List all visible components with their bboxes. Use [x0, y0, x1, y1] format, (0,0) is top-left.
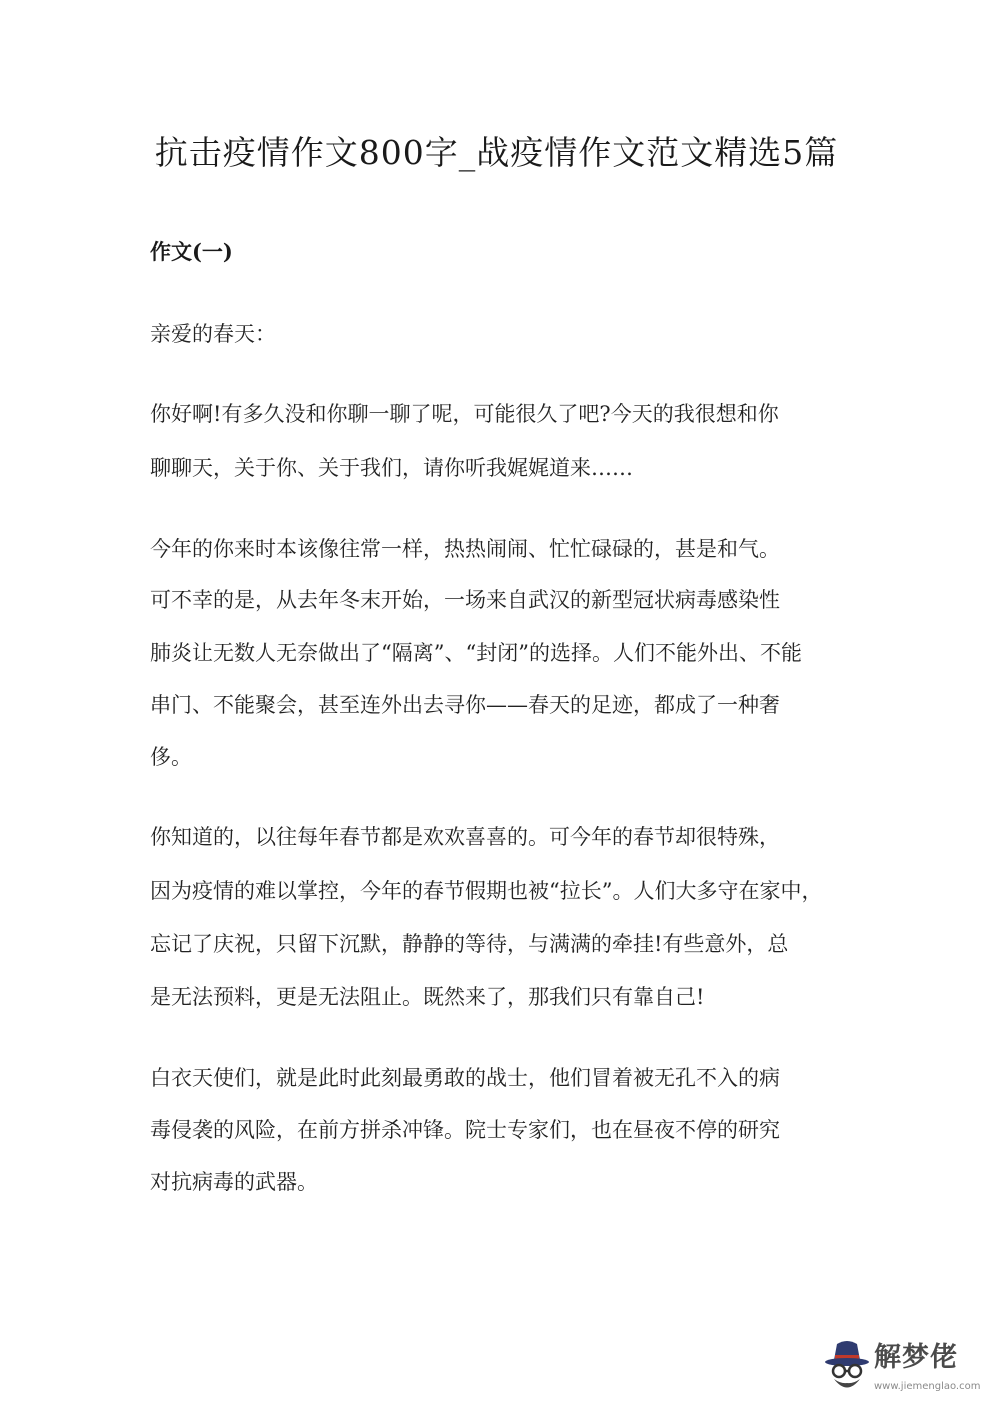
salutation-line: 亲爱的春天： [150, 322, 276, 346]
paragraph-line: 侈。 [150, 745, 192, 769]
section-heading: 作文(一) [150, 239, 233, 264]
paragraph-line: 因为疫情的难以掌控，今年的春节假期也被“拉长”。人们大多守在家中， [150, 879, 823, 903]
paragraph-line: 你知道的，以往每年春节都是欢欢喜喜的。可今年的春节却很特殊， [150, 825, 780, 849]
page-title: 抗击疫情作文800字_战疫情作文范文精选5篇 [154, 133, 839, 172]
paragraph-line: 你好啊!有多久没和你聊一聊了呢，可能很久了吧?今天的我很想和你 [150, 402, 779, 426]
paragraph-line: 今年的你来时本该像往常一样，热热闹闹、忙忙碌碌的，甚是和气。 [150, 537, 780, 561]
paragraph-line: 可不幸的是，从去年冬末开始，一场来自武汉的新型冠状病毒感染性 [150, 588, 780, 612]
watermark-site-name: 解梦佬 [874, 1342, 958, 1373]
site-watermark [824, 1338, 981, 1398]
paragraph-line: 对抗病毒的武器。 [150, 1170, 318, 1194]
paragraph-line: 肺炎让无数人无奈做出了“隔离”、“封闭”的选择。人们不能外出、不能 [150, 641, 802, 665]
paragraph-line: 聊聊天，关于你、关于我们，请你听我娓娓道来…… [150, 456, 633, 480]
paragraph-line: 是无法预料，更是无法阻止。既然来了，那我们只有靠自己! [150, 985, 705, 1009]
paragraph-line: 忘记了庆祝，只留下沉默，静静的等待，与满满的牵挂!有些意外，总 [150, 932, 789, 956]
paragraph-line: 白衣天使们，就是此时此刻最勇敢的战士，他们冒着被无孔不入的病 [150, 1066, 780, 1090]
detective-hat-glasses-icon [824, 1338, 870, 1396]
paragraph-line: 毒侵袭的风险，在前方拼杀冲锋。院士专家们，也在昼夜不停的研究 [150, 1118, 780, 1142]
paragraph-line: 串门、不能聚会，甚至连外出去寻你——春天的足迹，都成了一种奢 [150, 693, 780, 717]
watermark-url: www.jiemenglao.com [874, 1381, 981, 1392]
